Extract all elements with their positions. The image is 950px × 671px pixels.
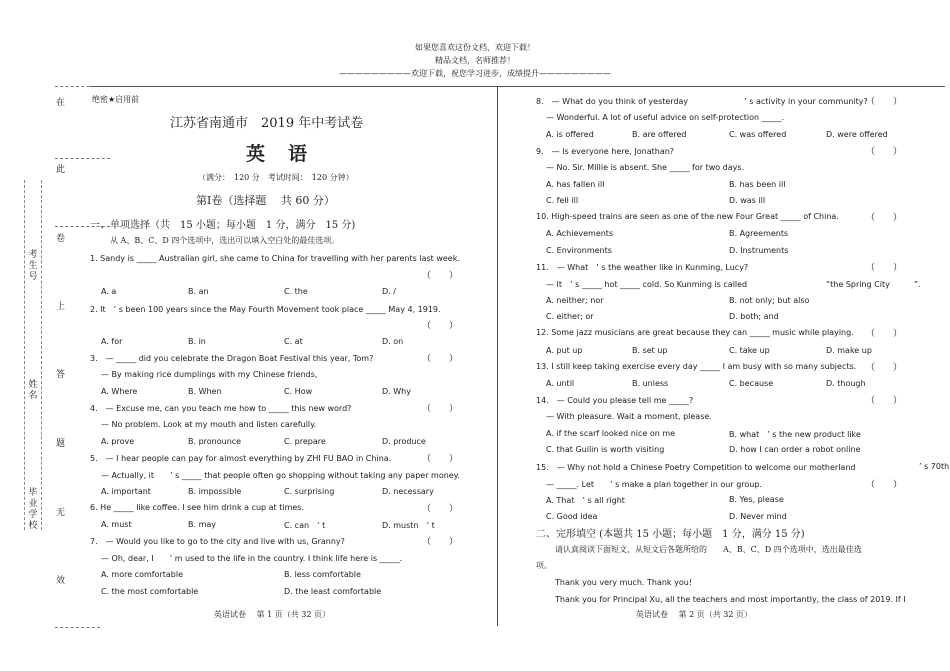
binding-line: [24, 180, 26, 530]
question-5: 5. — I hear people can pay for almost everything by ZHI FU BAO in China.: [90, 454, 392, 463]
question-7-reply: — Oh, dear, I ’ m used to the life in the country. I think life here is _____.: [101, 554, 403, 563]
margin-word: 卷: [56, 234, 66, 244]
option-a[interactable]: A. more comfortable: [101, 570, 184, 579]
section-2-instruction: 请认真阅读下面短文，从短文后各题所给的 A、B、C、D 四个选项中，选出最佳选: [555, 545, 862, 554]
option-c[interactable]: C. that Guilin is worth visiting: [546, 445, 665, 454]
question-11-reply: — It ’ s _____ hot _____ cold. So Kunming is called: [546, 280, 748, 289]
margin-dash: [55, 86, 95, 87]
name-field: 姓名: [28, 380, 38, 401]
answer-bracket[interactable]: （ ）: [422, 454, 459, 464]
answer-bracket[interactable]: （ ）: [866, 396, 903, 406]
option-b[interactable]: B. may: [188, 520, 217, 529]
margin-word: 题: [56, 439, 66, 449]
option-c[interactable]: C. the: [284, 287, 308, 296]
option-c[interactable]: C. Good idea: [546, 512, 598, 521]
page-divider: [497, 86, 498, 626]
option-a[interactable]: A. if the scarf looked nice on me: [546, 429, 676, 438]
margin-word: 在: [56, 98, 66, 108]
question-4: 4. — Excuse me, can you teach me how to _____ this new word?: [90, 404, 352, 413]
option-d[interactable]: D. Never mind: [729, 512, 787, 521]
option-b[interactable]: B. are offered: [632, 130, 687, 139]
section-heading: 一、单项选择（共 15 小题；每小题 1 分，满分 15 分): [90, 220, 356, 231]
answer-bracket[interactable]: （ ）: [866, 213, 903, 223]
question-5-reply: — Actually, it ’ s _____ that people often go shopping without taking any paper money.: [101, 471, 460, 480]
option-b[interactable]: B. not only; but also: [729, 296, 810, 305]
option-d[interactable]: D. produce: [382, 437, 426, 446]
question-11-reply-tail: “the Spring City ”.: [826, 280, 921, 289]
option-b[interactable]: B. in: [188, 337, 206, 346]
option-b[interactable]: B. Agreements: [729, 229, 789, 238]
option-a[interactable]: A. That ’ s all right: [546, 496, 625, 505]
confidential-label: 绝密★启用前: [92, 95, 140, 104]
option-d[interactable]: D. Instruments: [729, 246, 789, 255]
option-d[interactable]: D. make up: [826, 346, 872, 355]
page-footer-1: 英语试卷 第 1 页（共 32 页）: [214, 610, 330, 619]
section-2-instruction-end: 项。: [536, 561, 552, 570]
option-c[interactable]: C. was offered: [729, 130, 787, 139]
option-c[interactable]: C. fell ill: [546, 196, 579, 205]
option-a[interactable]: A. is offered: [546, 130, 594, 139]
header-line-3: —————————欢迎下载，祝您学习进步，成绩提升—————————: [339, 69, 611, 78]
question-14: 14. — Could you please tell me _____?: [536, 396, 694, 405]
option-a[interactable]: A. put up: [546, 346, 583, 355]
passage-line-1: Thank you very much. Thank you!: [555, 578, 692, 587]
question-6: 6. He _____ like coffee. I see him drink a cup at times.: [90, 503, 305, 512]
option-c[interactable]: C. either; or: [546, 312, 594, 321]
option-d[interactable]: D. both; and: [729, 312, 779, 321]
option-a[interactable]: A. for: [101, 337, 123, 346]
question-4-reply: — No problem. Look at my mouth and listen carefully.: [101, 420, 317, 429]
option-c[interactable]: C. surprising: [284, 487, 335, 496]
option-b[interactable]: B. has been ill: [729, 180, 786, 189]
top-rule: [90, 86, 945, 87]
exam-meta: （满分： 120 分 考试时间： 120 分钟）: [198, 173, 354, 182]
option-b[interactable]: B. impossible: [188, 487, 242, 496]
option-a[interactable]: A. Achievements: [546, 229, 614, 238]
answer-bracket[interactable]: （ ）: [422, 321, 459, 331]
option-c[interactable]: C. can ’ t: [284, 521, 326, 530]
option-a[interactable]: A. has fallen ill: [546, 180, 605, 189]
question-1: 1. Sandy is _____ Australian girl, she came to China for travelling with her parents last week.: [90, 254, 460, 263]
answer-bracket[interactable]: （ ）: [422, 537, 459, 547]
question-15-tail: ’ s 70th: [919, 462, 950, 471]
question-10: 10. High-speed trains are seen as one of the new Four Great _____ of China.: [536, 212, 839, 221]
option-d[interactable]: D. /: [382, 287, 396, 296]
question-11: 11. — What ’ s the weather like in Kunming, Lucy?: [536, 263, 749, 272]
answer-bracket[interactable]: （ ）: [422, 354, 459, 364]
margin-word: 无: [56, 508, 66, 518]
header-line-2: 精品文档，名师推荐！: [435, 56, 515, 65]
subject-title: 英 语: [246, 143, 310, 165]
option-d[interactable]: D. how I can order a robot online: [729, 445, 861, 454]
page-footer-2: 英语试卷 第 2 页（共 32 页）: [636, 610, 752, 619]
section-instruction: 从 A、B、C、D 四个选项中，选出可以填入空白处的最佳选项。: [110, 236, 340, 245]
option-d[interactable]: D. necessary: [382, 487, 434, 496]
option-b[interactable]: B. pronounce: [188, 437, 242, 446]
answer-bracket[interactable]: （ ）: [866, 329, 903, 339]
answer-bracket[interactable]: （ ）: [866, 480, 903, 490]
question-15: 15. — Why not hold a Chinese Poetry Competition to welcome our motherland: [536, 463, 856, 472]
question-3: 3. — _____ did you celebrate the Dragon Boat Festival this year, Tom?: [90, 354, 374, 363]
margin-word: 答: [56, 370, 66, 380]
question-2: 2. It ’ s been 100 years since the May Fourth Movement took place _____ May 4, 1919.: [90, 305, 441, 314]
option-b[interactable]: B. an: [188, 287, 209, 296]
question-15-reply: — _____. Let ’ s make a plan together in our group.: [546, 480, 762, 489]
student-number-field: 考生号: [28, 250, 38, 282]
option-b[interactable]: B. what ’ s the new product like: [729, 430, 861, 439]
option-a[interactable]: A. must: [101, 520, 132, 529]
option-b[interactable]: B. Yes, please: [729, 495, 784, 504]
option-a[interactable]: A. a: [101, 287, 117, 296]
option-a[interactable]: A. important: [101, 487, 151, 496]
answer-bracket[interactable]: （ ）: [866, 363, 903, 373]
option-c[interactable]: C. the most comfortable: [101, 587, 199, 596]
question-9: 9. — Is everyone here, Jonathan?: [536, 147, 675, 156]
margin-dash: [55, 158, 110, 159]
option-c[interactable]: C. Environments: [546, 246, 612, 255]
question-14-reply: — With pleasure. Wait a moment, please.: [546, 412, 712, 421]
question-3-reply: — By making rice dumplings with my Chinese friends,: [101, 370, 318, 379]
answer-bracket[interactable]: （ ）: [866, 97, 903, 107]
option-d[interactable]: D. the least comfortable: [284, 587, 382, 596]
answer-bracket[interactable]: （ ）: [422, 271, 459, 281]
option-d[interactable]: D. Why: [382, 387, 411, 396]
margin-dash: [55, 627, 100, 628]
section-heading-2: 二、完形填空 (本题共 15 小题；每小题 1 分，满分 15 分): [536, 529, 805, 540]
question-8: 8. — What do you think of yesterday ’ s activity in your community?: [536, 97, 868, 106]
option-c[interactable]: C. How: [284, 387, 313, 396]
option-b[interactable]: B. unless: [632, 379, 669, 388]
answer-bracket[interactable]: （ ）: [866, 263, 903, 273]
margin-word: 上: [56, 302, 66, 312]
question-7: 7. — Would you like to go to the city and live with us, Granny?: [90, 537, 345, 546]
part-heading: 第Ⅰ卷（选择题 共 60 分）: [196, 194, 335, 207]
question-8-reply: — Wonderful. A lot of useful advice on self-protection _____.: [546, 113, 785, 122]
header-line-1: 如果您喜欢这份文档，欢迎下载！: [415, 43, 535, 52]
question-12: 12. Some jazz musicians are great because they can _____ music while playing.: [536, 328, 854, 337]
option-d[interactable]: D. on: [382, 337, 404, 346]
option-d[interactable]: D. mustn ’ t: [382, 521, 435, 530]
school-field: 毕业学校: [28, 488, 38, 531]
answer-bracket[interactable]: （ ）: [422, 404, 459, 414]
option-c[interactable]: C. take up: [729, 346, 770, 355]
option-a[interactable]: A. Where: [101, 387, 138, 396]
passage-line-2: Thank you for Principal Xu, all the teachers and most importantly, the class of 2019. If I: [555, 595, 906, 604]
question-13: 13. I still keep taking exercise every day _____ I am busy with so many subjects.: [536, 362, 857, 371]
option-a[interactable]: A. until: [546, 379, 575, 388]
exam-title: 江苏省南通市 2019 年中考试卷: [170, 116, 364, 131]
option-d[interactable]: D. was ill: [729, 196, 766, 205]
option-c[interactable]: C. because: [729, 379, 774, 388]
margin-word: 效: [56, 576, 66, 586]
answer-bracket[interactable]: （ ）: [422, 504, 459, 514]
option-d[interactable]: D. were offered: [826, 130, 888, 139]
margin-word: 此: [56, 165, 66, 175]
option-a[interactable]: A. prove: [101, 437, 135, 446]
question-9-reply: — No. Sir. Millie is absent. She _____ for two days.: [546, 163, 745, 172]
option-b[interactable]: B. less comfortable: [284, 570, 361, 579]
option-c[interactable]: C. prepare: [284, 437, 326, 446]
option-a[interactable]: A. neither; nor: [546, 296, 604, 305]
option-b[interactable]: B. When: [188, 387, 222, 396]
answer-bracket[interactable]: （ ）: [866, 147, 903, 157]
option-d[interactable]: D. though: [826, 379, 866, 388]
binding-line: [41, 180, 43, 530]
option-c[interactable]: C. at: [284, 337, 303, 346]
option-b[interactable]: B. set up: [632, 346, 668, 355]
